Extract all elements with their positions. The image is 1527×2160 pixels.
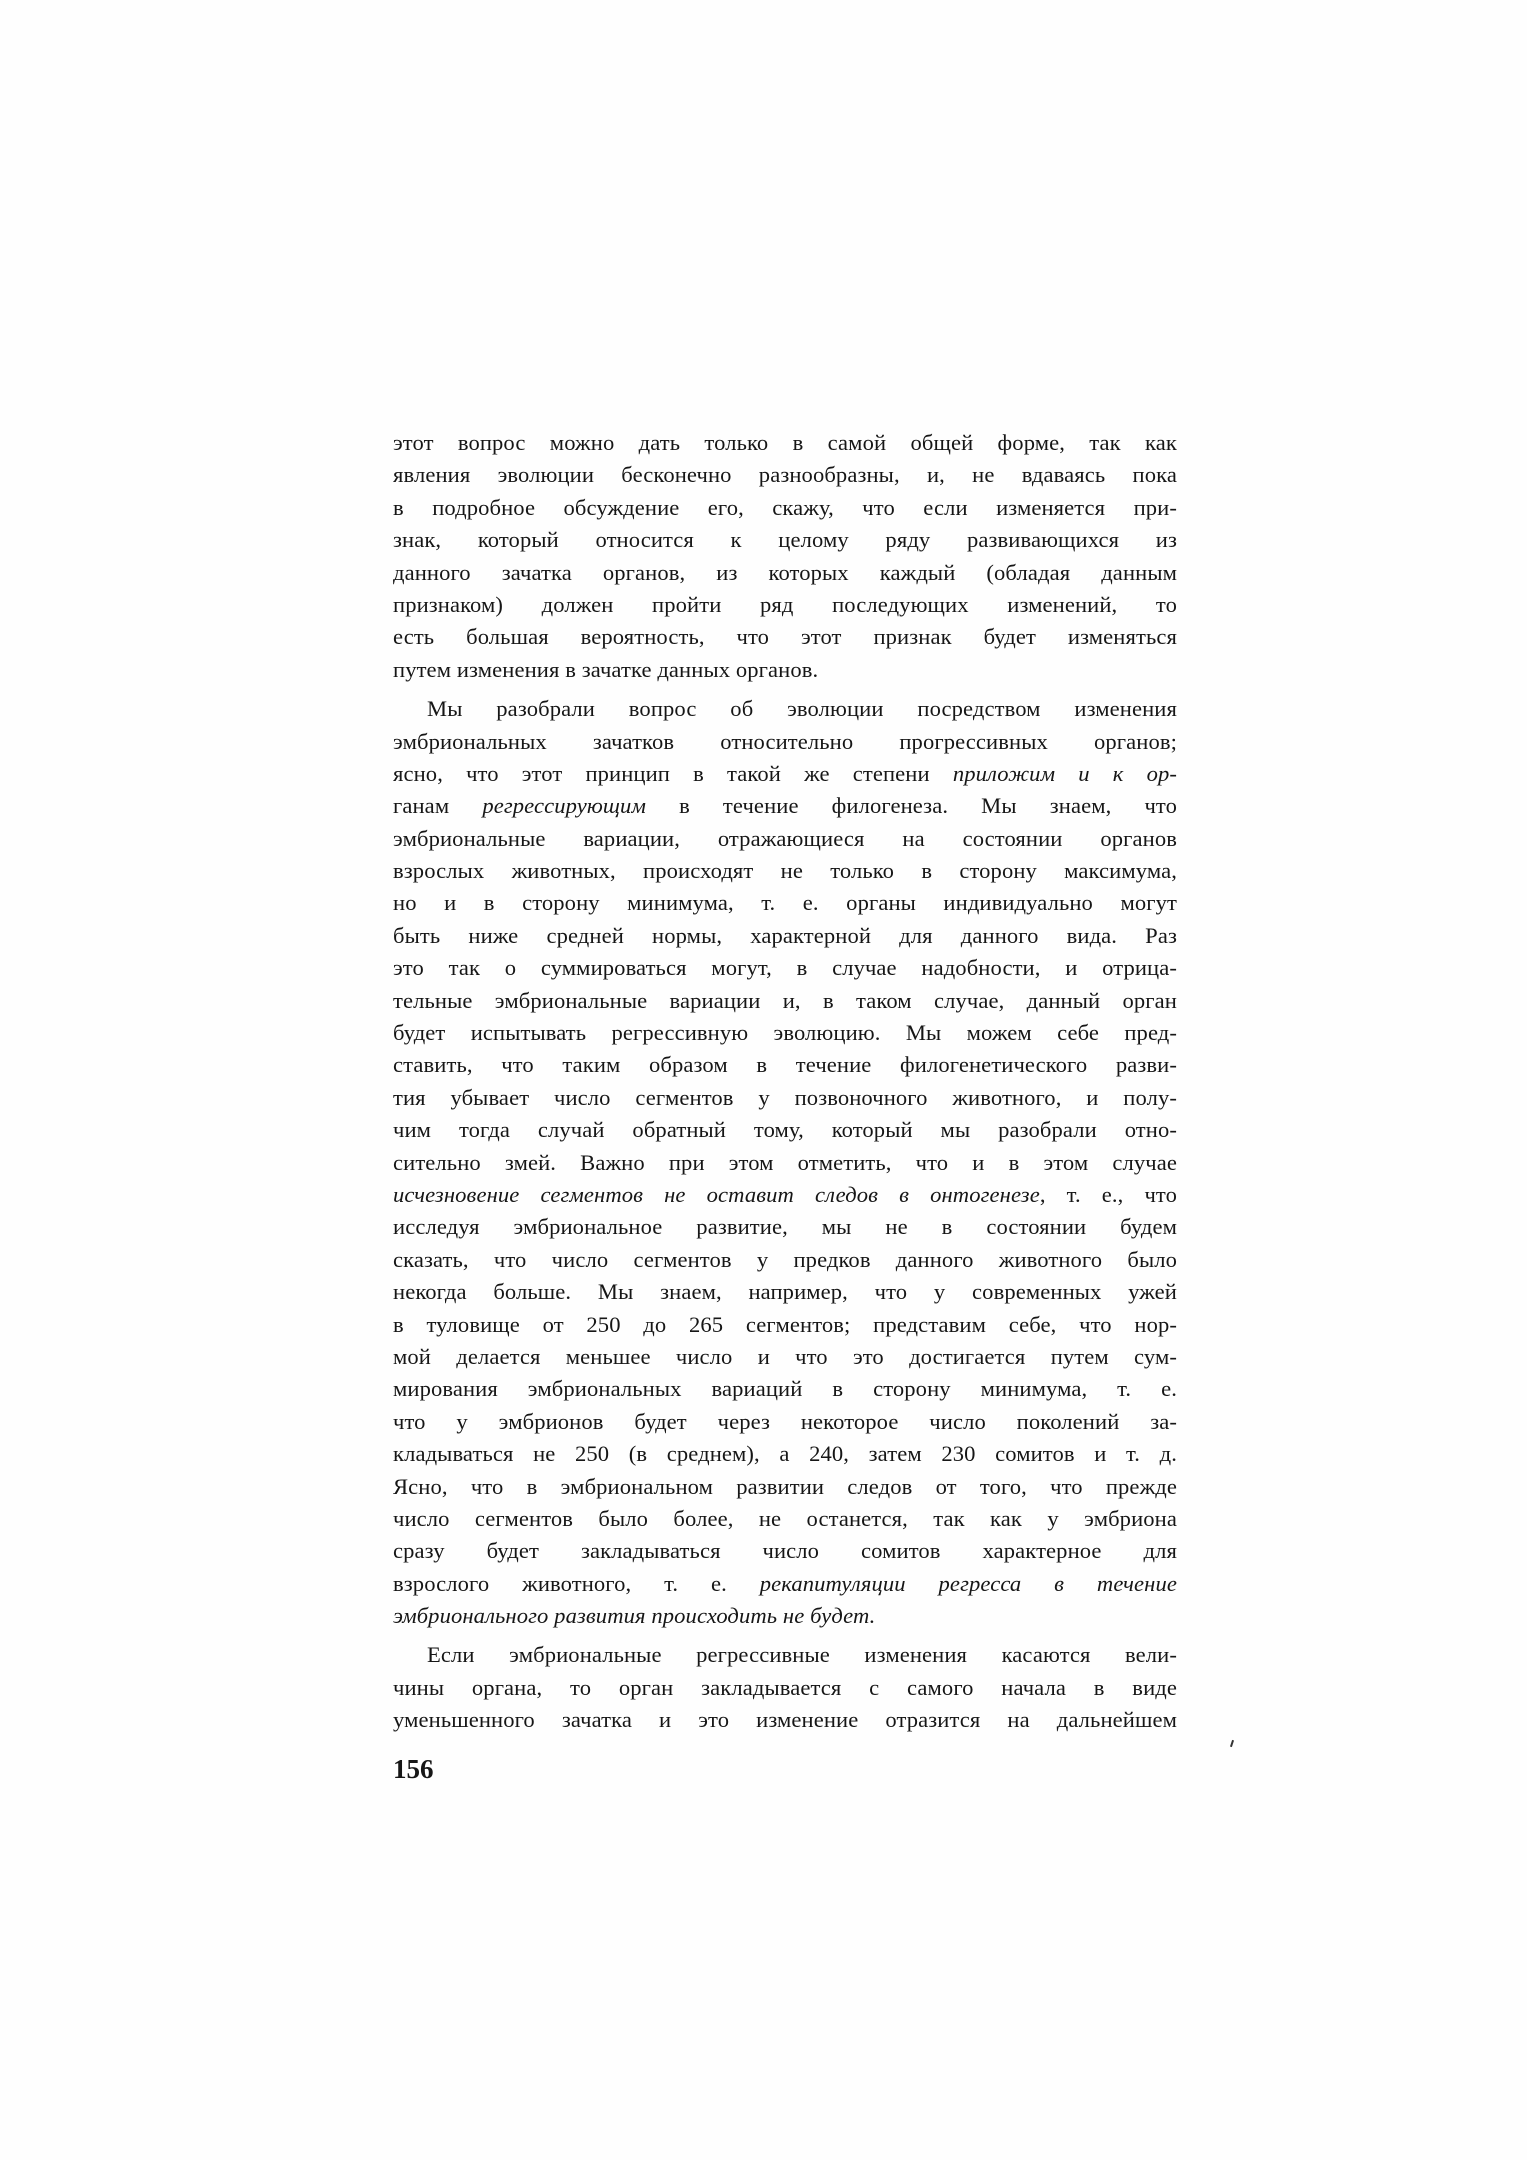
text-segment: признаком) должен пройти ряд последующих изменений, то (393, 591, 1177, 617)
text-segment: исследуя эмбриональное развитие, мы не в состоянии будем (393, 1214, 1177, 1240)
text-line (393, 459, 1177, 491)
text-segment: сительно змей. Важно при этом отметить, что и в этом случае (393, 1149, 1177, 1175)
text-line (393, 1276, 1177, 1308)
paragraph (393, 427, 1177, 686)
text-line (393, 1438, 1177, 1470)
text-line (393, 1373, 1177, 1405)
text-line (393, 1535, 1177, 1567)
text-segment: эмбриональных зачатков относительно прогрессивных органов; (393, 728, 1177, 754)
text-segment: сразу будет закладываться число сомитов характерное для (393, 1538, 1177, 1564)
text-segment: это так о суммироваться могут, в случае надобности, и отрица- (393, 955, 1177, 981)
paragraph (393, 693, 1177, 1632)
text-segment: в подробное обсуждение его, скажу, что если изменяется при- (393, 494, 1177, 520)
text-line (393, 790, 1177, 822)
text-line (393, 524, 1177, 556)
text-segment: взрослого животного, т. е. (393, 1570, 760, 1596)
text-line (393, 621, 1177, 653)
text-segment: кладываться не 250 (в среднем), а 240, затем 230 сомитов и т. д. (393, 1441, 1177, 1467)
scan-speck (1230, 1740, 1234, 1747)
text-line (393, 1082, 1177, 1114)
paragraph-gap (393, 686, 1177, 693)
text-line (393, 855, 1177, 887)
text-segment: мой делается меньшее число и что это достигается путем сум- (393, 1343, 1177, 1369)
text-line (393, 427, 1177, 459)
text-segment: тия убывает число сегментов у позвоночного животного, и полу- (393, 1084, 1177, 1110)
text-segment: явления эволюции бесконечно разнообразны, и, не вдаваясь пока (393, 462, 1177, 488)
italic-text: регрессирующим (482, 793, 646, 819)
text-line (393, 1017, 1177, 1049)
italic-text: приложим и к ор- (952, 760, 1177, 786)
text-line (393, 1568, 1177, 1600)
text-line (393, 1309, 1177, 1341)
text-segment: ганам (393, 793, 483, 819)
text-segment: данного зачатка органов, из которых каждый (обладая данным (393, 559, 1177, 585)
text-segment: чим тогда случай обратный тому, который мы разобрали отно- (393, 1117, 1177, 1143)
text-line (393, 952, 1177, 984)
text-line (393, 557, 1177, 589)
text-line (393, 1471, 1177, 1503)
text-segment: число сегментов было более, не останется, так как у эмбриона (393, 1505, 1177, 1531)
italic-text: эмбрионального развития происходить не будет. (393, 1603, 876, 1629)
text-segment: Мы разобрали вопрос об эволюции посредством изменения (427, 696, 1177, 722)
text-line (393, 1672, 1177, 1704)
text-line (393, 1147, 1177, 1179)
page-number: 156 (393, 1754, 434, 1784)
text-segment: ясно, что этот принцип в такой же степени (393, 760, 953, 786)
text-line (393, 1639, 1177, 1671)
text-line (393, 1704, 1177, 1736)
text-line (393, 1244, 1177, 1276)
text-segment: знак, который относится к целому ряду развивающихся из (393, 527, 1177, 553)
text-line (393, 1114, 1177, 1146)
text-line (393, 1179, 1177, 1211)
text-segment: Ясно, что в эмбриональном развитии следов от того, что прежде (393, 1473, 1177, 1499)
text-line (393, 823, 1177, 855)
text-line (393, 1049, 1177, 1081)
text-segment: путем изменения в зачатке данных органов. (393, 656, 819, 682)
text-line (393, 693, 1177, 725)
text-line (393, 654, 1177, 686)
text-segment: этот вопрос можно дать только в самой общей форме, так как (393, 430, 1177, 455)
text-line (393, 1341, 1177, 1373)
text-segment: что у эмбрионов будет через некоторое число поколений за- (393, 1408, 1177, 1434)
text-line (393, 1406, 1177, 1438)
text-line (393, 1503, 1177, 1535)
text-line (393, 887, 1177, 919)
text-line (393, 1211, 1177, 1243)
text-line (393, 758, 1177, 790)
italic-text: исчезновение сегментов не оставит следов в онтогенезе (393, 1181, 1040, 1207)
text-segment: в течение филогенеза. Мы знаем, что (645, 793, 1177, 819)
text-line (393, 492, 1177, 524)
text-segment: эмбриональные вариации, отражающиеся на состоянии органов (393, 825, 1177, 851)
text-segment: быть ниже средней нормы, характерной для данного вида. Раз (393, 922, 1177, 948)
text-segment: Если эмбриональные регрессивные изменения касаются вели- (427, 1642, 1177, 1668)
text-segment: взрослых животных, происходят не только в сторону максимума, (393, 858, 1177, 884)
paragraph (393, 1639, 1177, 1736)
body-text (393, 427, 1177, 1737)
text-segment: есть большая вероятность, что этот признак будет изменяться (393, 624, 1177, 650)
text-segment: в туловище от 250 до 265 сегментов; представим себе, что нор- (393, 1311, 1177, 1337)
text-line (393, 589, 1177, 621)
paragraph-gap (393, 1632, 1177, 1639)
text-segment: уменьшенного зачатка и это изменение отразится на дальнейшем (393, 1707, 1177, 1733)
text-segment: мирования эмбриональных вариаций в сторону минимума, т. е. (393, 1376, 1177, 1402)
text-segment: ставить, что таким образом в течение филогенетического разви- (393, 1052, 1177, 1078)
text-segment: некогда больше. Мы знаем, например, что у современных ужей (393, 1279, 1177, 1305)
text-line (393, 985, 1177, 1017)
text-segment: но и в сторону минимума, т. е. органы индивидуально могут (393, 890, 1177, 916)
italic-text: рекапитуляции регресса в течение (759, 1570, 1177, 1596)
text-segment: тельные эмбриональные вариации и, в таком случае, данный орган (393, 987, 1177, 1013)
text-line (393, 726, 1177, 758)
text-segment: будет испытывать регрессивную эволюцию. Мы можем себе пред- (393, 1020, 1177, 1046)
text-line (393, 1600, 1177, 1632)
text-segment: , т. е., что (1039, 1181, 1177, 1207)
text-line (393, 920, 1177, 952)
text-segment: чины органа, то орган закладывается с самого начала в виде (393, 1674, 1177, 1700)
text-segment: сказать, что число сегментов у предков данного животного было (393, 1246, 1177, 1272)
